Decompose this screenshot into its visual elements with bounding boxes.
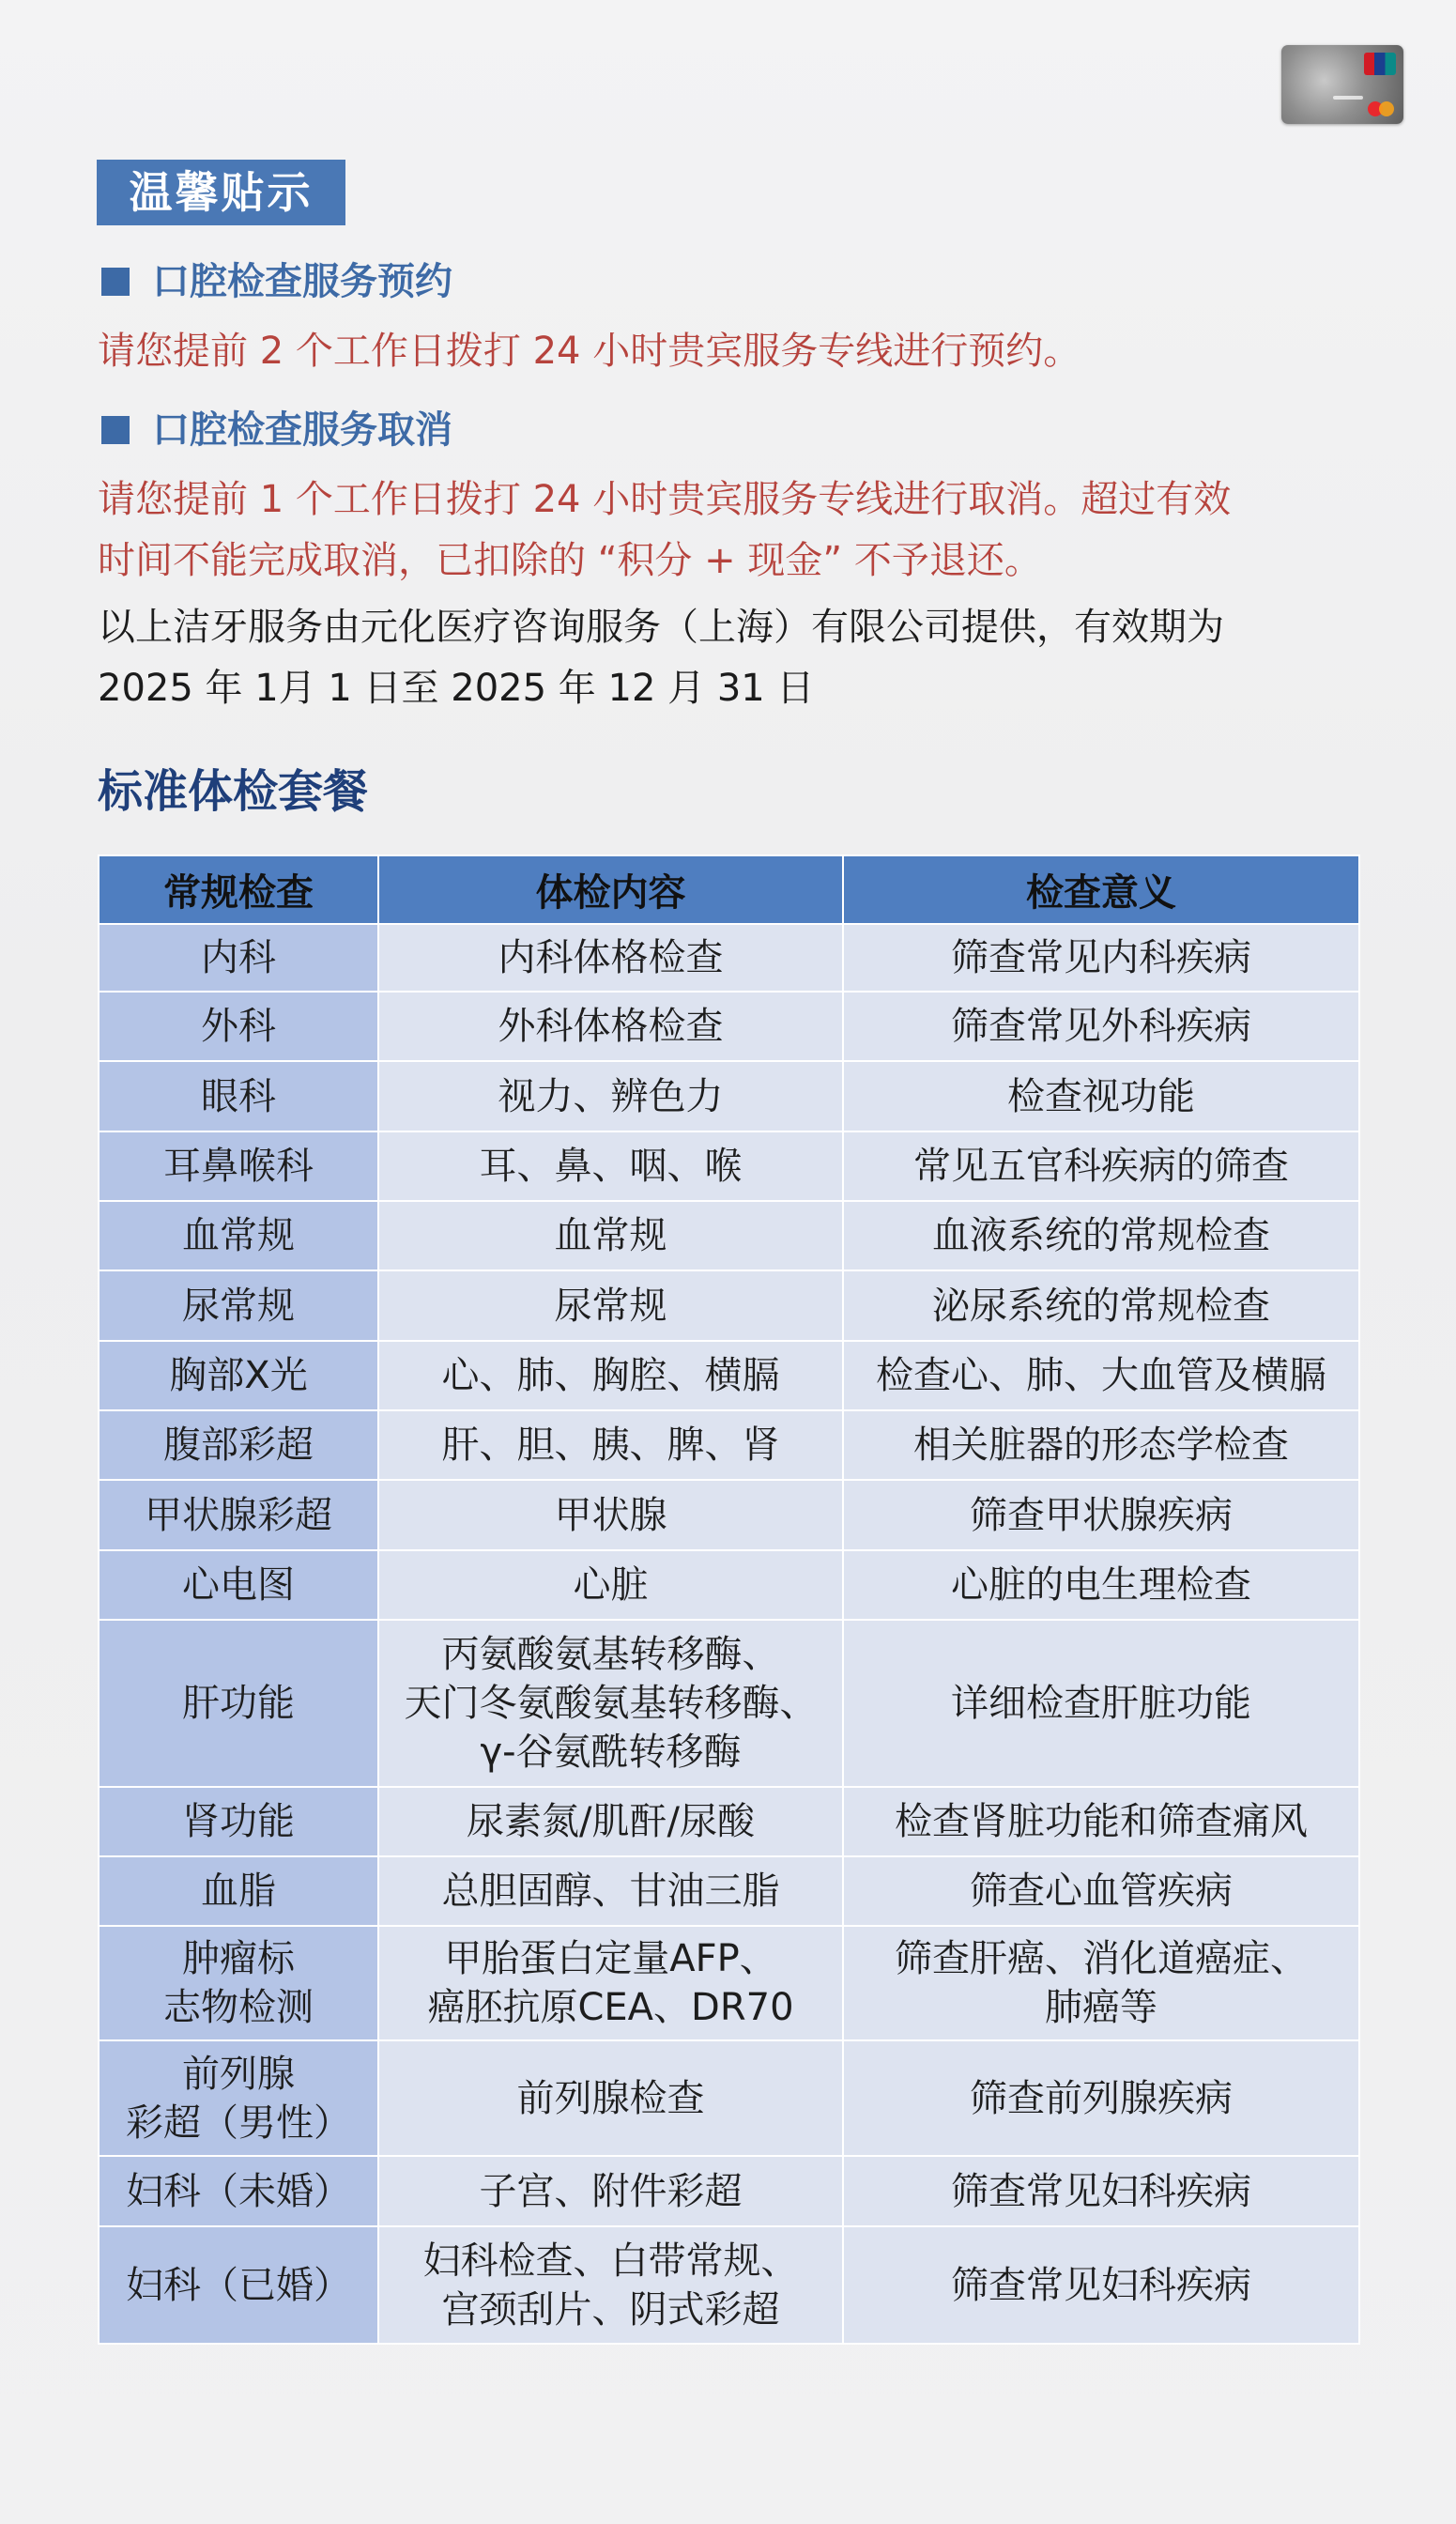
content-cell-line: 天门冬氨酸氨基转移酶、 — [404, 1682, 818, 1725]
content-cell-line: 子宫、附件彩超 — [479, 2169, 743, 2213]
meaning-cell-line: 筛查常见内科疾病 — [951, 936, 1251, 979]
category-cell — [99, 1480, 378, 1550]
meaning-cell-line: 检查心、肺、大血管及横膈 — [876, 1354, 1326, 1397]
category-cell-line: 内科 — [201, 936, 276, 979]
content-cell — [378, 2040, 843, 2156]
content-cell — [378, 1620, 843, 1787]
content-cell — [378, 924, 843, 992]
meaning-cell — [843, 1131, 1359, 1201]
square-bullet-icon — [101, 416, 130, 444]
content-cell — [378, 1480, 843, 1550]
meaning-cell — [843, 1787, 1359, 1856]
category-cell-line: 胸部X光 — [169, 1354, 308, 1397]
content-cell-line: 甲状腺 — [554, 1493, 667, 1537]
meaning-cell-line: 血液系统的常规检查 — [932, 1214, 1270, 1257]
content-cell — [378, 992, 843, 1061]
table-row — [99, 1787, 1359, 1856]
column-header: 检查意义 — [843, 855, 1359, 924]
category-cell — [99, 2040, 378, 2156]
meaning-cell-line: 详细检查肝脏功能 — [951, 1682, 1251, 1725]
category-cell — [99, 1270, 378, 1341]
meaning-cell — [843, 1061, 1359, 1131]
table-row — [99, 1201, 1359, 1270]
meaning-cell-line: 筛查常见妇科疾病 — [951, 2169, 1251, 2213]
content-cell — [378, 1131, 843, 1201]
exam-package-table — [98, 854, 1360, 2345]
meaning-cell-line: 筛查常见外科疾病 — [951, 1005, 1251, 1048]
category-cell — [99, 1341, 378, 1410]
mastercard-logo-icon — [1368, 101, 1394, 116]
category-cell — [99, 1201, 378, 1270]
category-cell — [99, 1926, 378, 2040]
category-cell-line: 血脂 — [201, 1870, 276, 1913]
meaning-cell — [843, 1620, 1359, 1787]
meaning-cell — [843, 2156, 1359, 2226]
meaning-cell — [843, 1856, 1359, 1926]
cancel-text — [98, 469, 1412, 592]
content-cell-line: 尿常规 — [554, 1284, 667, 1328]
category-cell — [99, 992, 378, 1061]
content-cell-line: 妇科检查、白带常规、 — [422, 2239, 799, 2283]
provider-text-line: 以上洁牙服务由元化医疗咨询服务（上海）有限公司提供，有效期为 — [98, 606, 1224, 649]
category-cell-line: 血常规 — [182, 1214, 295, 1257]
category-cell-line: 眼科 — [201, 1074, 276, 1118]
table-row — [99, 1550, 1359, 1620]
booking-heading-label: 口腔检查服务预约 — [152, 260, 452, 303]
table-body — [99, 924, 1359, 2344]
booking-heading — [101, 255, 452, 308]
table-row — [99, 1131, 1359, 1201]
table-row — [99, 1480, 1359, 1550]
meaning-cell-line: 检查肾脏功能和筛查痛风 — [895, 1800, 1308, 1843]
content-cell-line: 血常规 — [554, 1214, 667, 1257]
category-cell-line: 肾功能 — [182, 1800, 295, 1843]
content-cell — [378, 1926, 843, 2040]
category-cell-line: 彩超（男性） — [126, 2101, 351, 2145]
content-cell-line: 尿素氮/肌酐/尿酸 — [467, 1800, 755, 1843]
category-cell-line: 腹部彩超 — [163, 1424, 314, 1467]
meaning-cell — [843, 1550, 1359, 1620]
cancel-heading-label: 口腔检查服务取消 — [152, 408, 452, 452]
category-cell-line: 甲状腺彩超 — [145, 1493, 332, 1537]
meaning-cell-line: 常见五官科疾病的筛查 — [913, 1145, 1289, 1188]
content-cell-line: 耳、鼻、咽、喉 — [479, 1145, 743, 1188]
content-cell-line: 丙氨酸氨基转移酶、 — [441, 1633, 780, 1676]
content-cell — [378, 2156, 843, 2226]
category-cell — [99, 2226, 378, 2344]
meaning-cell — [843, 924, 1359, 992]
content-cell-line: 前列腺检查 — [516, 2076, 705, 2120]
meaning-cell-line: 肺癌等 — [1045, 1986, 1157, 2029]
category-cell — [99, 1787, 378, 1856]
content-cell — [378, 1856, 843, 1926]
content-cell-line: 甲胎蛋白定量AFP、 — [444, 1937, 777, 1980]
category-cell — [99, 924, 378, 992]
booking-text: 请您提前 2 个工作日拨打 24 小时贵宾服务专线进行预约。 — [98, 330, 1081, 373]
meaning-cell — [843, 1201, 1359, 1270]
content-cell-line: 心、肺、胸腔、横膈 — [441, 1354, 780, 1397]
table-title: 标准体检套餐 — [98, 765, 369, 818]
category-cell-line: 心电图 — [182, 1563, 295, 1607]
table-row — [99, 1856, 1359, 1926]
content-cell-line: 视力、辨色力 — [498, 1074, 724, 1118]
meaning-cell — [843, 1341, 1359, 1410]
content-cell-line: 总胆固醇、甘油三脂 — [441, 1870, 780, 1913]
meaning-cell-line: 相关脏器的形态学检查 — [913, 1424, 1289, 1467]
category-cell-line: 肿瘤标 — [182, 1937, 295, 1980]
credit-card-thumbnail — [1281, 45, 1403, 124]
column-header: 体检内容 — [378, 855, 843, 924]
table-row — [99, 2226, 1359, 2344]
category-cell-line: 妇科（已婚） — [126, 2263, 351, 2307]
category-cell-line: 外科 — [201, 1005, 276, 1048]
table-row — [99, 1410, 1359, 1480]
category-cell-line: 肝功能 — [182, 1682, 295, 1725]
category-cell — [99, 2156, 378, 2226]
table-row — [99, 2156, 1359, 2226]
meaning-cell — [843, 1410, 1359, 1480]
category-cell — [99, 1550, 378, 1620]
cancel-text-line: 时间不能完成取消，已扣除的 “积分 + 现金” 不予退还。 — [98, 539, 1042, 582]
content-cell-line: 宫颈刮片、阴式彩超 — [441, 2287, 780, 2332]
tips-title: 温馨贴示 — [97, 160, 345, 225]
content-cell — [378, 1201, 843, 1270]
cancel-heading — [101, 404, 452, 456]
category-cell — [99, 1410, 378, 1480]
meaning-cell-line: 检查视功能 — [1007, 1074, 1195, 1118]
content-cell-line: 内科体格检查 — [498, 936, 724, 979]
content-cell-line: 癌胚抗原CEA、DR70 — [427, 1986, 794, 2029]
square-bullet-icon — [101, 268, 130, 296]
table-row — [99, 992, 1359, 1061]
content-cell — [378, 1787, 843, 1856]
meaning-cell — [843, 992, 1359, 1061]
content-cell — [378, 1270, 843, 1341]
meaning-cell — [843, 1480, 1359, 1550]
table-header-row — [99, 855, 1359, 924]
meaning-cell-line: 泌尿系统的常规检查 — [932, 1284, 1270, 1328]
category-cell-line: 妇科（未婚） — [126, 2169, 351, 2213]
unionpay-logo-icon — [1364, 53, 1396, 75]
content-cell-line: 肝、胆、胰、脾、肾 — [441, 1424, 780, 1467]
card-stripe — [1333, 96, 1363, 100]
content-cell — [378, 1061, 843, 1131]
provider-text-line: 2025 年 1月 1 日至 2025 年 12 月 31 日 — [98, 667, 815, 710]
meaning-cell-line: 心脏的电生理检查 — [951, 1563, 1251, 1607]
table-row — [99, 1926, 1359, 2040]
meaning-cell — [843, 1270, 1359, 1341]
table-row — [99, 1270, 1359, 1341]
meaning-cell-line: 筛查常见妇科疾病 — [951, 2263, 1251, 2307]
provider-text — [98, 597, 1412, 719]
content-cell-line: 心脏 — [573, 1563, 649, 1607]
category-cell-line: 志物检测 — [163, 1986, 314, 2029]
category-cell-line: 尿常规 — [182, 1284, 295, 1328]
meaning-cell — [843, 2040, 1359, 2156]
column-header: 常规检查 — [99, 855, 378, 924]
table-row — [99, 1341, 1359, 1410]
category-cell-line: 前列腺 — [182, 2052, 295, 2096]
content-cell — [378, 2226, 843, 2344]
meaning-cell-line: 筛查心血管疾病 — [970, 1870, 1233, 1913]
content-cell — [378, 1341, 843, 1410]
category-cell-line: 耳鼻喉科 — [163, 1145, 314, 1188]
table-row — [99, 1620, 1359, 1787]
content-cell — [378, 1410, 843, 1480]
table-row — [99, 1061, 1359, 1131]
content-cell-line: 外科体格检查 — [498, 1005, 724, 1048]
content-cell — [378, 1550, 843, 1620]
category-cell — [99, 1131, 378, 1201]
meaning-cell — [843, 1926, 1359, 2040]
category-cell — [99, 1061, 378, 1131]
category-cell — [99, 1620, 378, 1787]
cancel-text-line: 请您提前 1 个工作日拨打 24 小时贵宾服务专线进行取消。超过有效 — [98, 478, 1232, 521]
table-row — [99, 2040, 1359, 2156]
meaning-cell-line: 筛查甲状腺疾病 — [970, 1493, 1233, 1537]
meaning-cell-line: 筛查前列腺疾病 — [970, 2076, 1233, 2120]
category-cell — [99, 1856, 378, 1926]
meaning-cell-line: 筛查肝癌、消化道癌症、 — [895, 1937, 1308, 1980]
meaning-cell — [843, 2226, 1359, 2344]
table-row — [99, 924, 1359, 992]
content-cell-line: γ-谷氨酰转移酶 — [480, 1731, 742, 1774]
